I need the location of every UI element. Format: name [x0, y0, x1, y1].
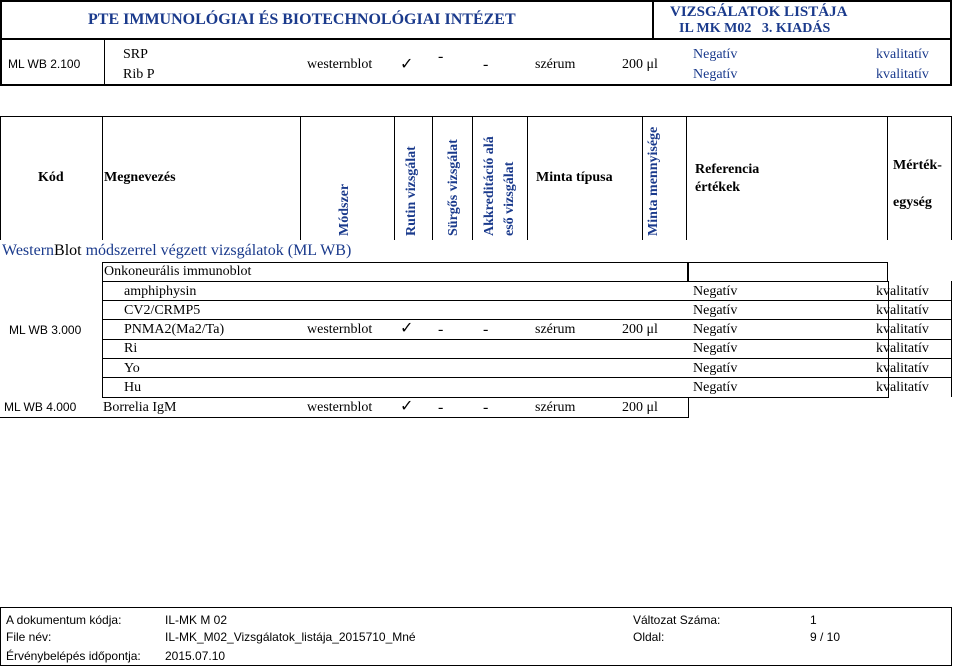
header-col-sep — [642, 116, 643, 240]
footer-effective: 2015.07.10 — [165, 649, 226, 663]
header-col-sep — [432, 116, 433, 240]
onco-row-line — [102, 319, 952, 320]
top-row-accredited: - — [483, 56, 489, 73]
onco-item-ref: Negatív — [693, 380, 738, 395]
borrelia-check-icon: ✓ — [400, 396, 414, 415]
onco-item-name: Ri — [124, 341, 138, 356]
section-title-prefix: Western — [2, 242, 55, 259]
top-row-unit-2: kvalitatív — [876, 67, 929, 82]
section-title-mid: Blot — [54, 242, 82, 259]
borrelia-sample: szérum — [535, 400, 576, 415]
header-col-sep — [394, 116, 395, 240]
top-row-amount: 200 μl — [622, 57, 658, 72]
footer-doc-code-label: A dokumentum kódja: — [6, 613, 122, 627]
footer-doc-code: IL-MK M 02 — [165, 613, 228, 627]
onco-urgent: - — [438, 321, 444, 338]
footer-page: 9 / 10 — [810, 630, 841, 644]
institute-name: PTE IMMUNOLÓGIAI ÉS BIOTECHNOLÓGIAI INTÉZET — [88, 11, 516, 28]
list-code-text: IL MK M02 — [679, 21, 752, 36]
onco-row-line — [102, 358, 952, 359]
col-head-urgent: Sürgős vizsgálat — [446, 139, 461, 236]
col-head-accredited-1: Akkreditáció alá — [482, 136, 497, 236]
footer-version-label: Változat Száma: — [633, 613, 721, 627]
borrelia-method: westernblot — [307, 400, 373, 415]
header-left-border — [0, 116, 1, 240]
onco-code: ML WB 3.000 — [9, 323, 82, 337]
top-row-check-icon: ✓ — [400, 54, 414, 73]
onco-item-ref: Negatív — [693, 322, 738, 337]
borrelia-name: Borrelia IgM — [103, 400, 177, 415]
borrelia-accredited: - — [483, 399, 489, 416]
borrelia-amount: 200 μl — [622, 400, 658, 415]
table-top-border — [0, 116, 952, 117]
section-title — [2, 242, 351, 260]
onco-item-unit: kvalitatív — [876, 284, 929, 299]
onco-check-icon: ✓ — [400, 318, 414, 337]
onco-item-name: PNMA2(Ma2/Ta) — [124, 322, 225, 337]
onco-item-unit: kvalitatív — [876, 303, 929, 318]
header-divider — [652, 2, 654, 38]
onco-accredited: - — [483, 321, 489, 338]
top-row-method: westernblot — [307, 57, 373, 72]
onco-group-ref-cell — [688, 262, 888, 282]
document-header — [0, 0, 952, 40]
onco-item-name: amphiphysin — [124, 284, 197, 299]
header-col-sep — [887, 116, 888, 240]
col-head-reference-2: értékek — [695, 180, 741, 195]
borrelia-right-border — [688, 397, 689, 418]
onco-right-border — [951, 281, 952, 397]
onco-item-name: Yo — [124, 361, 140, 376]
header-col-sep — [102, 116, 103, 240]
section-title-rest: módszerrel végzett vizsgálatok (ML WB) — [81, 242, 352, 259]
onco-item-name: CV2/CRMP5 — [124, 303, 201, 318]
col-head-accredited-2: eső vizsgálat — [502, 161, 517, 236]
header-right-border — [951, 116, 952, 240]
top-row-sample: szérum — [535, 57, 576, 72]
footer-page-label: Oldal: — [633, 630, 665, 644]
onco-row-line — [102, 300, 952, 301]
col-head-sample-type: Minta típusa — [536, 170, 613, 185]
footer-version: 1 — [810, 613, 817, 627]
onco-sample: szérum — [535, 322, 576, 337]
borrelia-urgent: - — [438, 399, 444, 416]
header-col-sep — [527, 116, 528, 240]
edition-text: 3. KIADÁS — [761, 21, 831, 36]
onco-item-ref: Negatív — [693, 361, 738, 376]
onco-item-ref: Negatív — [693, 303, 738, 318]
footer-effective-label: Érvénybelépés időpontja: — [6, 649, 141, 663]
header-col-sep — [300, 116, 301, 240]
onco-item-name: Hu — [124, 380, 142, 395]
onco-method: westernblot — [307, 322, 373, 337]
onco-group-label: Onkoneurális immunoblot — [104, 264, 252, 279]
top-row-ref-2: Negatív — [693, 67, 738, 82]
onco-item-unit: kvalitatív — [876, 361, 929, 376]
top-row-name-2: Rib P — [123, 67, 155, 82]
onco-row-line — [102, 339, 952, 340]
onco-item-unit: kvalitatív — [876, 322, 929, 337]
borrelia-code: ML WB 4.000 — [4, 400, 77, 414]
col-head-name: Megnevezés — [104, 170, 176, 185]
col-head-unit-2: egység — [893, 195, 932, 210]
onco-row-line — [102, 397, 888, 398]
borrelia-bottom-line — [0, 417, 688, 418]
top-row-urgent: - — [438, 48, 444, 65]
col-head-code: Kód — [38, 170, 64, 185]
top-row-unit-1: kvalitatív — [876, 47, 929, 62]
top-row-ref-1: Negatív — [693, 47, 738, 62]
list-code — [679, 21, 830, 37]
footer-file-label: File név: — [6, 630, 52, 644]
col-head-sample-amount: Minta mennyisége — [646, 126, 661, 236]
top-row-name-1: SRP — [123, 47, 148, 62]
header-col-sep — [686, 116, 687, 240]
header-col-sep — [472, 116, 473, 240]
onco-item-unit: kvalitatív — [876, 341, 929, 356]
col-head-routine: Rutin vizsgálat — [404, 146, 419, 236]
col-head-unit-1: Mérték- — [893, 158, 942, 173]
list-title: VIZSGÁLATOK LISTÁJA — [670, 4, 848, 20]
onco-item-unit: kvalitatív — [876, 380, 929, 395]
onco-item-ref: Negatív — [693, 284, 738, 299]
top-row-code: ML WB 2.100 — [8, 57, 81, 71]
onco-row-line — [102, 377, 952, 378]
top-row-divider — [104, 40, 105, 84]
onco-item-ref: Negatív — [693, 341, 738, 356]
onco-amount: 200 μl — [622, 322, 658, 337]
footer-file: IL-MK_M02_Vizsgálatok_listája_2015710_Mné — [165, 630, 416, 644]
col-head-reference-1: Referencia — [695, 162, 760, 177]
col-head-method: Módszer — [337, 183, 352, 236]
